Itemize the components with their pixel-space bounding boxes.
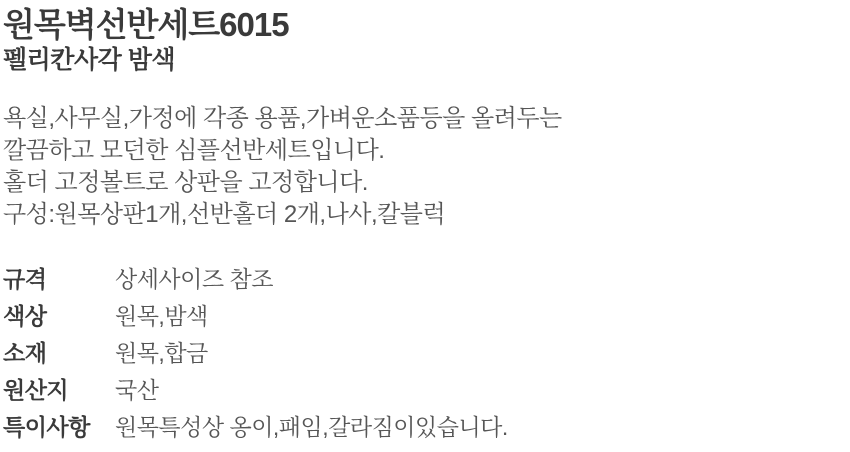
product-description <box>3 103 703 231</box>
spec-value: 원목,합금 <box>115 340 208 366</box>
spec-row-origin <box>3 372 703 409</box>
spec-table <box>3 261 703 446</box>
description-line: 구성:원목상판1개,선반홀더 2개,나사,칼블럭 <box>3 201 446 228</box>
spec-row-color <box>3 298 703 335</box>
spec-value: 국산 <box>115 377 159 403</box>
description-line: 홀더 고정볼트로 상판을 고정합니다. <box>3 169 368 196</box>
spec-value: 원목,밤색 <box>115 303 208 329</box>
spec-label: 특이사항 <box>3 414 90 440</box>
product-subtitle: 펠리칸사각 밤색 <box>3 46 175 74</box>
spec-label: 원산지 <box>3 377 69 403</box>
spec-row-size <box>3 261 703 298</box>
spec-label: 색상 <box>3 303 47 329</box>
spec-value: 원목특성상 옹이,패임,갈라짐이있습니다. <box>115 414 508 440</box>
spec-value: 상세사이즈 참조 <box>115 266 273 292</box>
spec-row-material <box>3 335 703 372</box>
description-line: 깔끔하고 모던한 심플선반세트입니다. <box>3 137 385 164</box>
spec-label: 규격 <box>3 266 47 292</box>
description-line: 욕실,사무실,가정에 각종 용품,가벼운소품등을 올려두는 <box>3 105 562 132</box>
product-title: 원목벽선반세트6015 <box>3 6 289 43</box>
spec-row-notes <box>3 409 703 446</box>
spec-label: 소재 <box>3 340 47 366</box>
